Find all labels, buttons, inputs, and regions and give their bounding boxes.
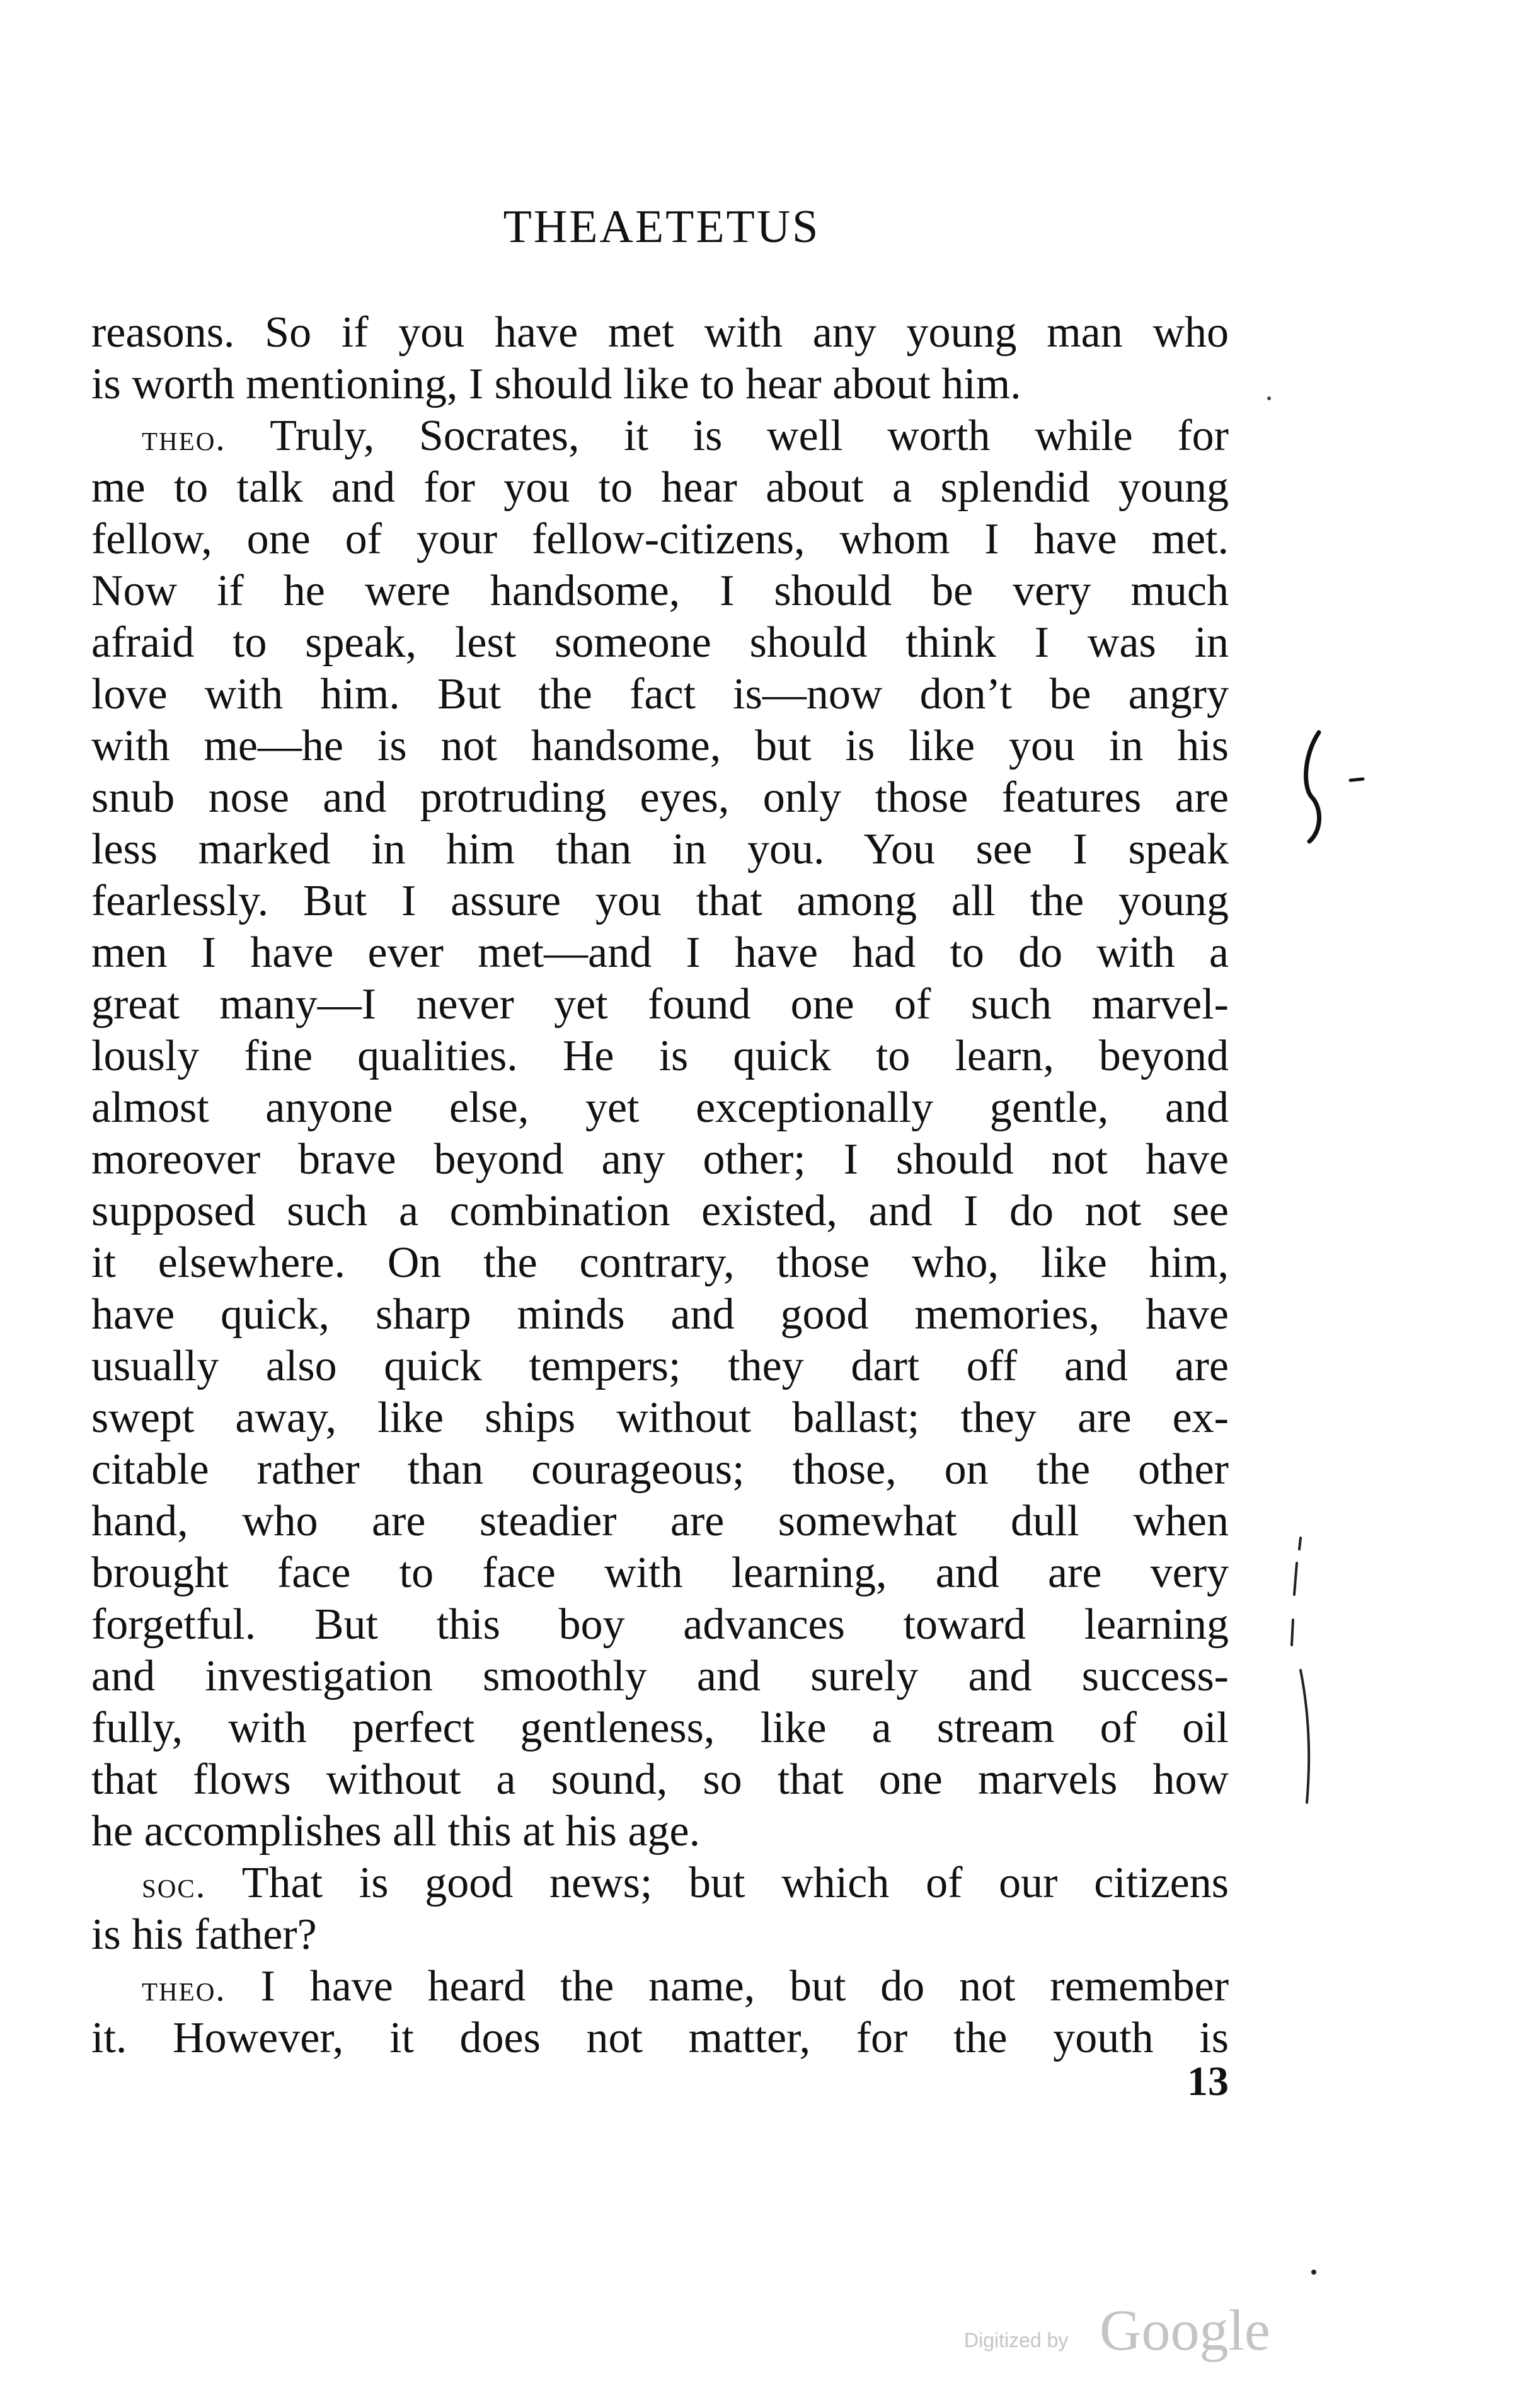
text-line: it. However, it does not matter, for the youth is — [91, 2014, 1229, 2062]
text-line: with me—he is not handsome, but is like you in his — [91, 722, 1229, 770]
text-line: That is good news; but which of our citizens — [241, 1859, 1229, 1907]
text-line: Now if he were handsome, I should be very much — [91, 567, 1229, 615]
stray-dot-mark — [1311, 2270, 1316, 2275]
text-line: reasons. So if you have met with any young man who — [91, 308, 1229, 357]
margin-bracket-mark — [1306, 732, 1319, 841]
text-line: he accomplishes all this at his age. — [91, 1807, 701, 1856]
speaker-label: theo. — [142, 417, 226, 458]
speaker-label: soc. — [142, 1864, 207, 1905]
text-line: citable rather than courageous; those, on the other — [91, 1445, 1229, 1494]
text-line: I have heard the name, but do not remember — [260, 1962, 1229, 2011]
text-line: moreover brave beyond any other; I should not have — [91, 1135, 1229, 1184]
text-line: almost anyone else, yet exceptionally gentle, and — [91, 1083, 1229, 1132]
text-line: snub nose and protruding eyes, only those features are — [91, 773, 1229, 822]
speaker-label: theo. — [142, 1968, 226, 2009]
margin-line-mark — [1292, 1538, 1309, 1803]
text-line: Truly, Socrates, it is well worth while for — [270, 412, 1229, 460]
text-line: lously fine qualities. He is quick to learn, beyond — [91, 1032, 1229, 1080]
google-logo-text: Google — [1100, 2298, 1270, 2362]
text-line: afraid to speak, lest someone should think I was in — [91, 618, 1229, 667]
text-line: fellow, one of your fellow-citizens, whom I have met. — [91, 515, 1229, 563]
text-line: that flows without a sound, so that one marvels how — [91, 1755, 1229, 1804]
running-header: THEAETETUS — [503, 201, 820, 253]
text-line: fearlessly. But I assure you that among all the young — [91, 877, 1229, 925]
text-line: it elsewhere. On the contrary, those who, like him, — [91, 1238, 1229, 1287]
text-line: and investigation smoothly and surely and success- — [91, 1652, 1229, 1700]
text-line: supposed such a combination existed, and I do not see — [91, 1187, 1229, 1235]
text-line: me to talk and for you to hear about a splendid young — [91, 463, 1229, 512]
text-line: have quick, sharp minds and good memories, have — [91, 1290, 1229, 1339]
text-line: less marked in him than in you. You see I speak — [91, 825, 1229, 874]
text-line: love with him. But the fact is—now don’t be angry — [91, 670, 1229, 719]
text-line: great many—I never yet found one of such marvel- — [91, 980, 1229, 1029]
text-line: is his father? — [91, 1910, 317, 1959]
page-number: 13 — [1187, 2058, 1229, 2104]
text-line: forgetful. But this boy advances toward learning — [91, 1600, 1229, 1649]
text-line: usually also quick tempers; they dart off and are — [91, 1342, 1229, 1390]
margin-dash-mark — [1350, 779, 1363, 780]
text-line: swept away, like ships without ballast; they are ex- — [91, 1394, 1229, 1442]
text-line: brought face to face with learning, and are very — [91, 1549, 1229, 1597]
stray-dot-mark — [1267, 396, 1271, 400]
digitized-by-google-watermark — [964, 2294, 1292, 2364]
text-line: fully, with perfect gentleness, like a stream of oil — [91, 1704, 1229, 1752]
text-line: is worth mentioning, I should like to hear about him. — [91, 360, 1021, 408]
watermark-small-text: Digitized by — [964, 2329, 1069, 2352]
text-line: men I have ever met—and I have had to do with a — [91, 928, 1229, 977]
text-line: hand, who are steadier are somewhat dull when — [91, 1497, 1229, 1545]
